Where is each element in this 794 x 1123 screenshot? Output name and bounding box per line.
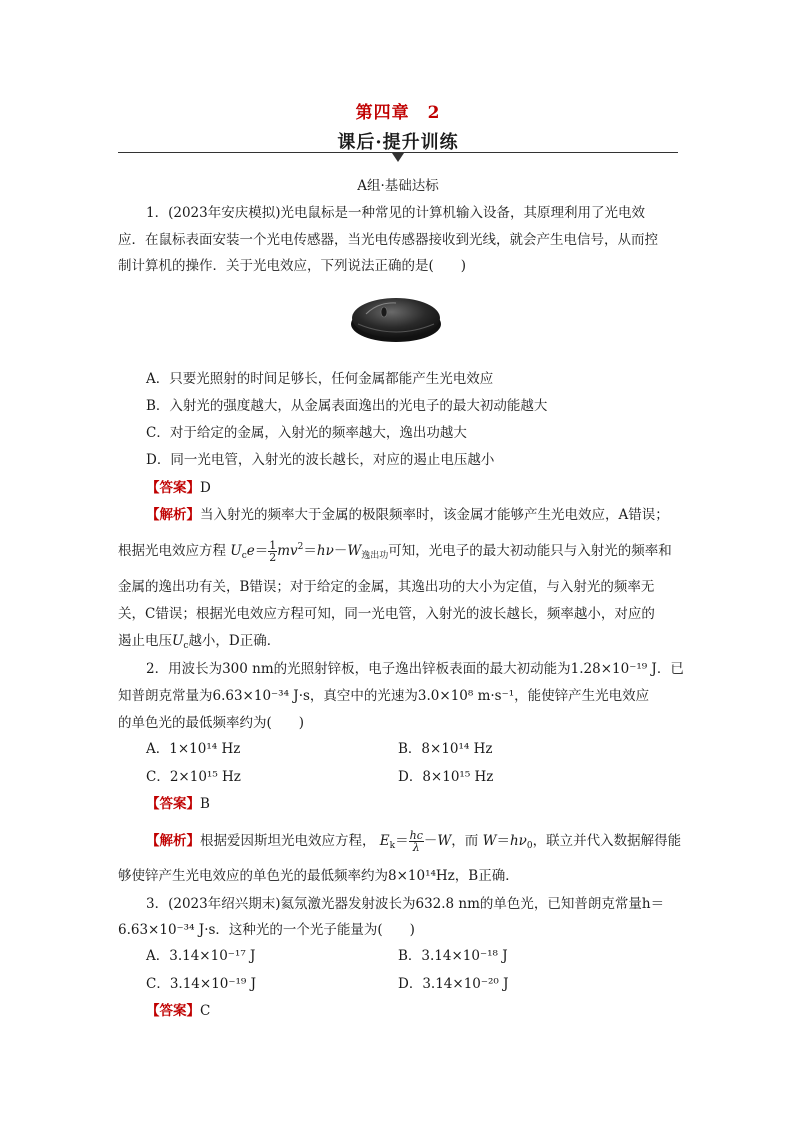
q1-line-2: 应．在鼠标表面安装一个光电传感器，当光电传感器接收到光线，就会产生电信号，从而控	[118, 232, 658, 248]
section-heading: A组·基础达标	[357, 178, 439, 194]
q1-analysis-line-1: 【解析】当入射光的频率大于金属的极限频率时，该金属才能够产生光电效应，A错误；	[146, 507, 669, 523]
q3-option-c: C．3.14×10⁻¹⁹ J	[146, 976, 257, 992]
q3-line-2: 6.63×10⁻³⁴ J·s．这种光的一个光子能量为( )	[118, 922, 415, 938]
q2-option-c: C．2×10¹⁵ Hz	[146, 769, 241, 785]
q2-answer	[146, 794, 706, 814]
header-triangle-icon	[392, 153, 404, 162]
q3-answer-value: C	[200, 1003, 211, 1019]
analysis-tag: 【解析】	[146, 833, 200, 849]
q1-answer-value: D	[200, 480, 211, 496]
q1-analysis-line-3: 金属的逸出功有关，B错误；对于给定的金属，其逸出功的大小为定值，与入射光的频率无	[118, 579, 655, 595]
q1-line-1: 1．(2023年安庆模拟)光电鼠标是一种常见的计算机输入设备，其原理利用了光电效	[146, 205, 645, 221]
q1-option-c: C．对于给定的金属，入射光的频率越大，逸出功越大	[146, 425, 467, 441]
analysis-tag: 【解析】	[146, 507, 200, 523]
q2-option-b: B．8×10¹⁴ Hz	[398, 741, 493, 757]
page-subtitle: 课后·提升训练	[337, 132, 459, 153]
q1-option-d: D．同一光电管，入射光的波长越长，对应的遏止电压越小	[146, 452, 495, 468]
q2-analysis-line-1: 【解析】根据爱因斯坦光电效应方程， $E_k=$ $\frac{hc}{\lambda}$ －W，而 $W=h\nu_0$，联立并代入数据解得能	[146, 829, 682, 854]
answer-tag: 【答案】	[146, 796, 200, 812]
q1-analysis-line-4: 关，C错误；根据光电效应方程可知，同一光电管，入射光的波长越长，频率越小，对应的	[118, 606, 655, 622]
answer-tag: 【答案】	[146, 480, 200, 496]
q1-formula: $U_ce=$ $\frac{1}{2}$ $mv^2=h\nu-W_{逸出功}$	[230, 539, 389, 564]
q2-formula: $E_k=$ $\frac{hc}{\lambda}$ －W，而 $W=h\nu_0$	[379, 829, 533, 854]
q3-line-1: 3．(2023年绍兴期末)氦氖激光器发射波长为632.8 nm的单色光，已知普朗克常量h＝	[146, 896, 665, 912]
q1-option-a: A．只要光照射的时间足够长，任何金属都能产生光电效应	[146, 371, 494, 387]
q2-line-2: 知普朗克常量为6.63×10⁻³⁴ J·s，真空中的光速为3.0×10⁸ m·s⁻¹，能使锌产生光电效应	[118, 688, 650, 704]
q1-analysis-line-2: 根据光电效应方程 $U_ce=$ $\frac{1}{2}$ $mv^2=h\nu-W_{逸出功}$可知，光电子的最大初动能只与入射光的频率和	[118, 539, 672, 564]
q1-option-b: B．入射光的强度越大，从金属表面逸出的光电子的最大初动能越大	[146, 398, 548, 414]
q2-analysis-line-2: 够使锌产生光电效应的单色光的最低频率约为8×10¹⁴Hz，B正确．	[118, 868, 519, 884]
q3-option-b: B．3.14×10⁻¹⁸ J	[398, 948, 508, 964]
chapter-title: 第四章 2	[355, 103, 441, 123]
q2-line-3: 的单色光的最低频率约为( )	[118, 715, 305, 731]
q1-line-3: 制计算机的操作．关于光电效应，下列说法正确的是( )	[118, 258, 467, 274]
answer-tag: 【答案】	[146, 1003, 200, 1019]
q2-option-d: D．8×10¹⁵ Hz	[398, 769, 494, 785]
q2-line-1: 2．用波长为300 nm的光照射锌板，电子逸出锌板表面的最大初动能为1.28×10⁻¹⁹ J．已	[146, 661, 684, 677]
computer-mouse-image	[348, 288, 444, 346]
q3-option-d: D．3.14×10⁻²⁰ J	[398, 976, 509, 992]
q2-option-a: A．1×10¹⁴ Hz	[146, 741, 241, 757]
q2-answer-value: B	[200, 796, 210, 812]
q3-answer	[146, 1001, 706, 1021]
q1-analysis-line-5: 遏止电压$U_c$越小，D正确．	[118, 633, 281, 651]
q1-answer	[146, 478, 706, 498]
q3-option-a: A．3.14×10⁻¹⁷ J	[146, 948, 256, 964]
